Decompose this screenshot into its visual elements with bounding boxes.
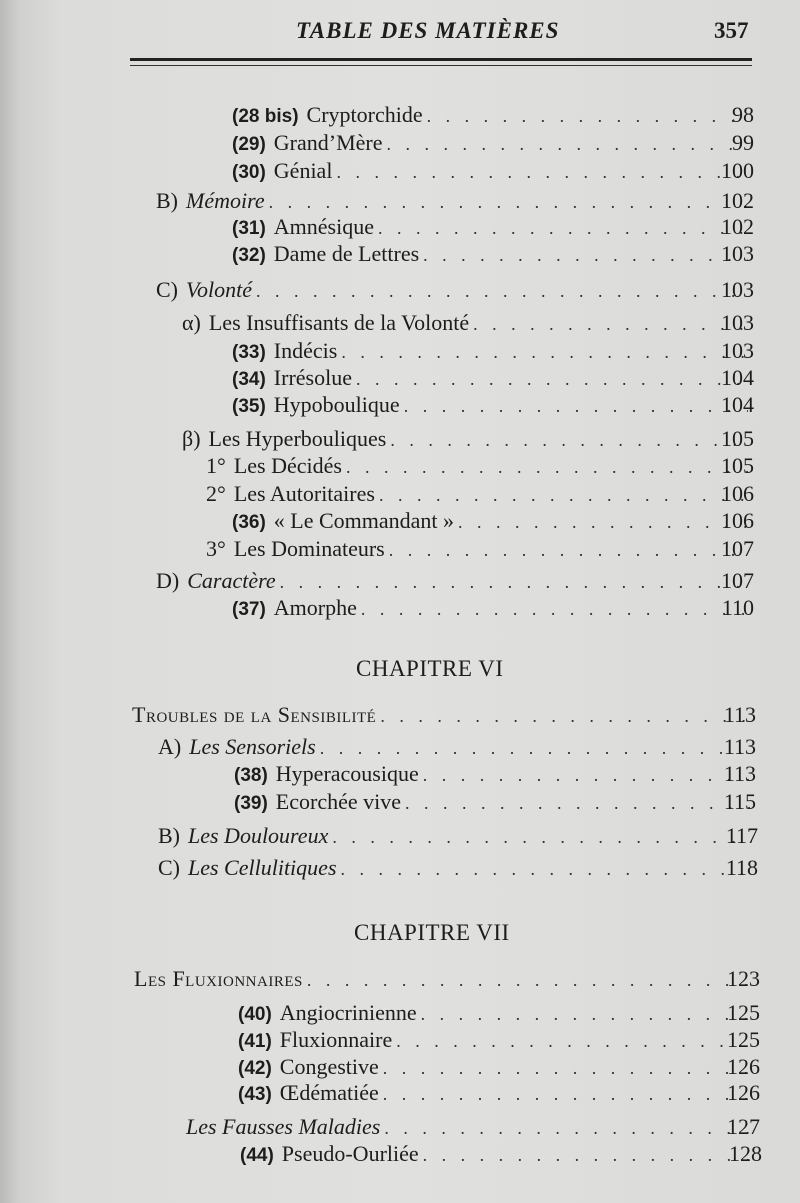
entry-label: Volonté [186,277,252,302]
toc-entry [158,855,758,883]
entry-page: 102 [721,214,754,239]
entry-number: (30) [232,162,266,183]
entry-label: Fluxionnaire [279,1027,393,1052]
entry-page: 100 [721,158,754,183]
leader-dots [404,396,748,417]
entry-page: 126 [727,1080,760,1105]
entry-page: 103 [721,241,754,266]
entry-label: Caractère [187,568,276,593]
leader-dots [346,457,748,478]
entry-page: 98 [732,102,754,127]
entry-label: Troubles de la Sensibilité [132,702,377,727]
entry-marker: B) [156,188,178,213]
leader-dots [379,485,748,506]
entry-marker: C) [158,855,180,880]
toc-entry [158,823,758,851]
chapter-heading: CHAPITRE VI [356,656,504,681]
entry-page: 104 [721,365,754,390]
entry-page: 99 [732,130,754,155]
entry-label: Grand’Mère [273,130,383,155]
entry-page: 113 [723,761,756,786]
leader-dots [423,1145,756,1166]
entry-page: 105 [721,453,754,478]
toc-entry [232,214,754,242]
toc-entry [238,1000,760,1028]
leader-dots [320,738,750,759]
entry-label: Les Autoritaires [233,481,375,506]
entry-label: Irrésolue [273,365,352,390]
entry-label: Les Hyperbouliques [208,426,387,451]
entry-number: (34) [232,369,266,390]
toc-entry [232,508,754,536]
entry-label: Congestive [279,1054,379,1079]
toc-entry [238,1080,760,1108]
toc-entry [232,392,754,420]
entry-page: 128 [729,1141,762,1166]
entry-label: Les Sensoriels [189,734,316,759]
entry-label: Génial [273,158,333,183]
entry-label: Hypoboulique [273,392,400,417]
entry-page: 106 [721,481,754,506]
toc-entry [206,453,754,481]
page-number: 357 [714,18,749,43]
leader-dots [332,827,752,848]
entry-marker: A) [158,734,182,759]
entry-page: 125 [727,1000,760,1025]
entry-number: (31) [232,218,266,239]
toc-entry [232,158,754,186]
leader-dots [396,1031,754,1052]
toc-entry [232,595,754,623]
entry-page: 102 [721,188,754,213]
toc-entry [156,568,754,596]
leader-dots [356,369,748,390]
toc-entry [134,966,760,994]
toc-entry [238,1054,760,1082]
entry-label: Ecorchée vive [275,789,401,814]
leader-dots [336,162,748,183]
entry-page: 118 [725,855,758,880]
entry-number: (40) [238,1004,272,1025]
entry-number: (43) [238,1084,272,1105]
entry-page: 103 [721,277,754,302]
toc-entry [232,365,754,393]
entry-marker: 1° [206,453,226,478]
leader-dots [473,314,748,335]
toc-entry [182,426,754,454]
entry-number: (41) [238,1031,272,1052]
chapter-heading: CHAPITRE VII [354,920,510,945]
toc-entry [232,241,754,269]
toc-entry [232,130,754,158]
entry-label: Pseudo-Ourliée [281,1141,419,1166]
toc-entry [182,310,754,338]
entry-label: Amnésique [273,214,374,239]
header-rule [130,58,752,61]
entry-label: Indécis [273,338,338,363]
entry-label: Les Fausses Maladies [186,1114,381,1139]
leader-dots [307,970,754,991]
leader-dots [405,793,750,814]
entry-label: Les Insuffisants de la Volonté [208,310,470,335]
toc-entry [156,277,754,305]
entry-label: Dame de Lettres [273,241,420,266]
entry-marker: 3° [206,536,226,561]
entry-label: Les Fluxionnaires [134,966,303,991]
entry-marker: β) [182,426,201,451]
toc-entry [234,789,756,817]
leader-dots [378,218,748,239]
toc-entry [158,734,756,762]
entry-label: Amorphe [273,595,357,620]
toc-entry [206,481,754,509]
leader-dots [423,245,748,266]
toc-entry [206,536,754,564]
leader-dots [427,106,748,127]
entry-page: 123 [727,966,760,991]
toc-entry [238,1027,760,1055]
entry-marker: D) [156,568,180,593]
entry-label: Hyperacousique [275,761,419,786]
entry-number: (37) [232,599,266,620]
leader-dots [383,1058,754,1079]
entry-number: (38) [234,765,268,786]
header-rule-thin [130,65,752,66]
leader-dots [383,1084,754,1105]
leader-dots [390,430,748,451]
entry-number: (35) [232,396,266,417]
entry-number: (33) [232,342,266,363]
page-header [0,8,800,48]
entry-marker: 2° [206,481,226,506]
toc-entry [232,338,754,366]
entry-page: 117 [725,823,758,848]
entry-label: Les Décidés [233,453,342,478]
leader-dots [423,765,750,786]
entry-marker: C) [156,277,178,302]
entry-page: 110 [721,595,754,620]
entry-page: 104 [721,392,754,417]
entry-page: 103 [721,338,754,363]
entry-page: 126 [727,1054,760,1079]
leader-dots [387,134,748,155]
entry-label: Les Cellulitiques [188,855,337,880]
leader-dots [341,859,753,880]
entry-label: Mémoire [186,188,265,213]
entry-label: Les Dominateurs [233,536,385,561]
leader-dots [361,599,748,620]
entry-marker: α) [182,310,201,335]
entry-page: 113 [723,734,756,759]
entry-page: 103 [721,310,754,335]
entry-page: 127 [727,1114,760,1139]
toc-entry [234,761,756,789]
leader-dots [421,1004,754,1025]
entry-page: 113 [723,702,756,727]
entry-number: (42) [238,1058,272,1079]
entry-number: (28 bis) [232,106,299,127]
entry-number: (29) [232,134,266,155]
entry-label: Œdématiée [279,1080,379,1105]
toc-entry [186,1114,760,1142]
entry-marker: B) [158,823,180,848]
entry-page: 107 [721,568,754,593]
leader-dots [341,342,748,363]
leader-dots [380,706,750,727]
toc-entry [240,1141,762,1169]
leader-dots [280,572,748,593]
entry-page: 107 [721,536,754,561]
running-title: TABLE DES MATIÈRES [296,18,560,43]
leader-dots [384,1118,754,1139]
entry-label: Les Douloureux [188,823,329,848]
entry-page: 125 [727,1027,760,1052]
entry-number: (36) [232,512,266,533]
leader-dots [269,192,748,213]
toc-entry [156,188,754,216]
entry-label: « Le Commandant » [273,508,455,533]
toc-entry [132,702,756,730]
entry-page: 105 [721,426,754,451]
entry-number: (32) [232,245,266,266]
leader-dots [389,540,748,561]
toc-entry [232,102,754,130]
entry-label: Cryptorchide [306,102,423,127]
leader-dots [458,512,748,533]
entry-number: (44) [240,1145,274,1166]
leader-dots [256,281,748,302]
entry-number: (39) [234,793,268,814]
entry-label: Angiocrinienne [279,1000,417,1025]
entry-page: 115 [723,789,756,814]
entry-page: 106 [721,508,754,533]
